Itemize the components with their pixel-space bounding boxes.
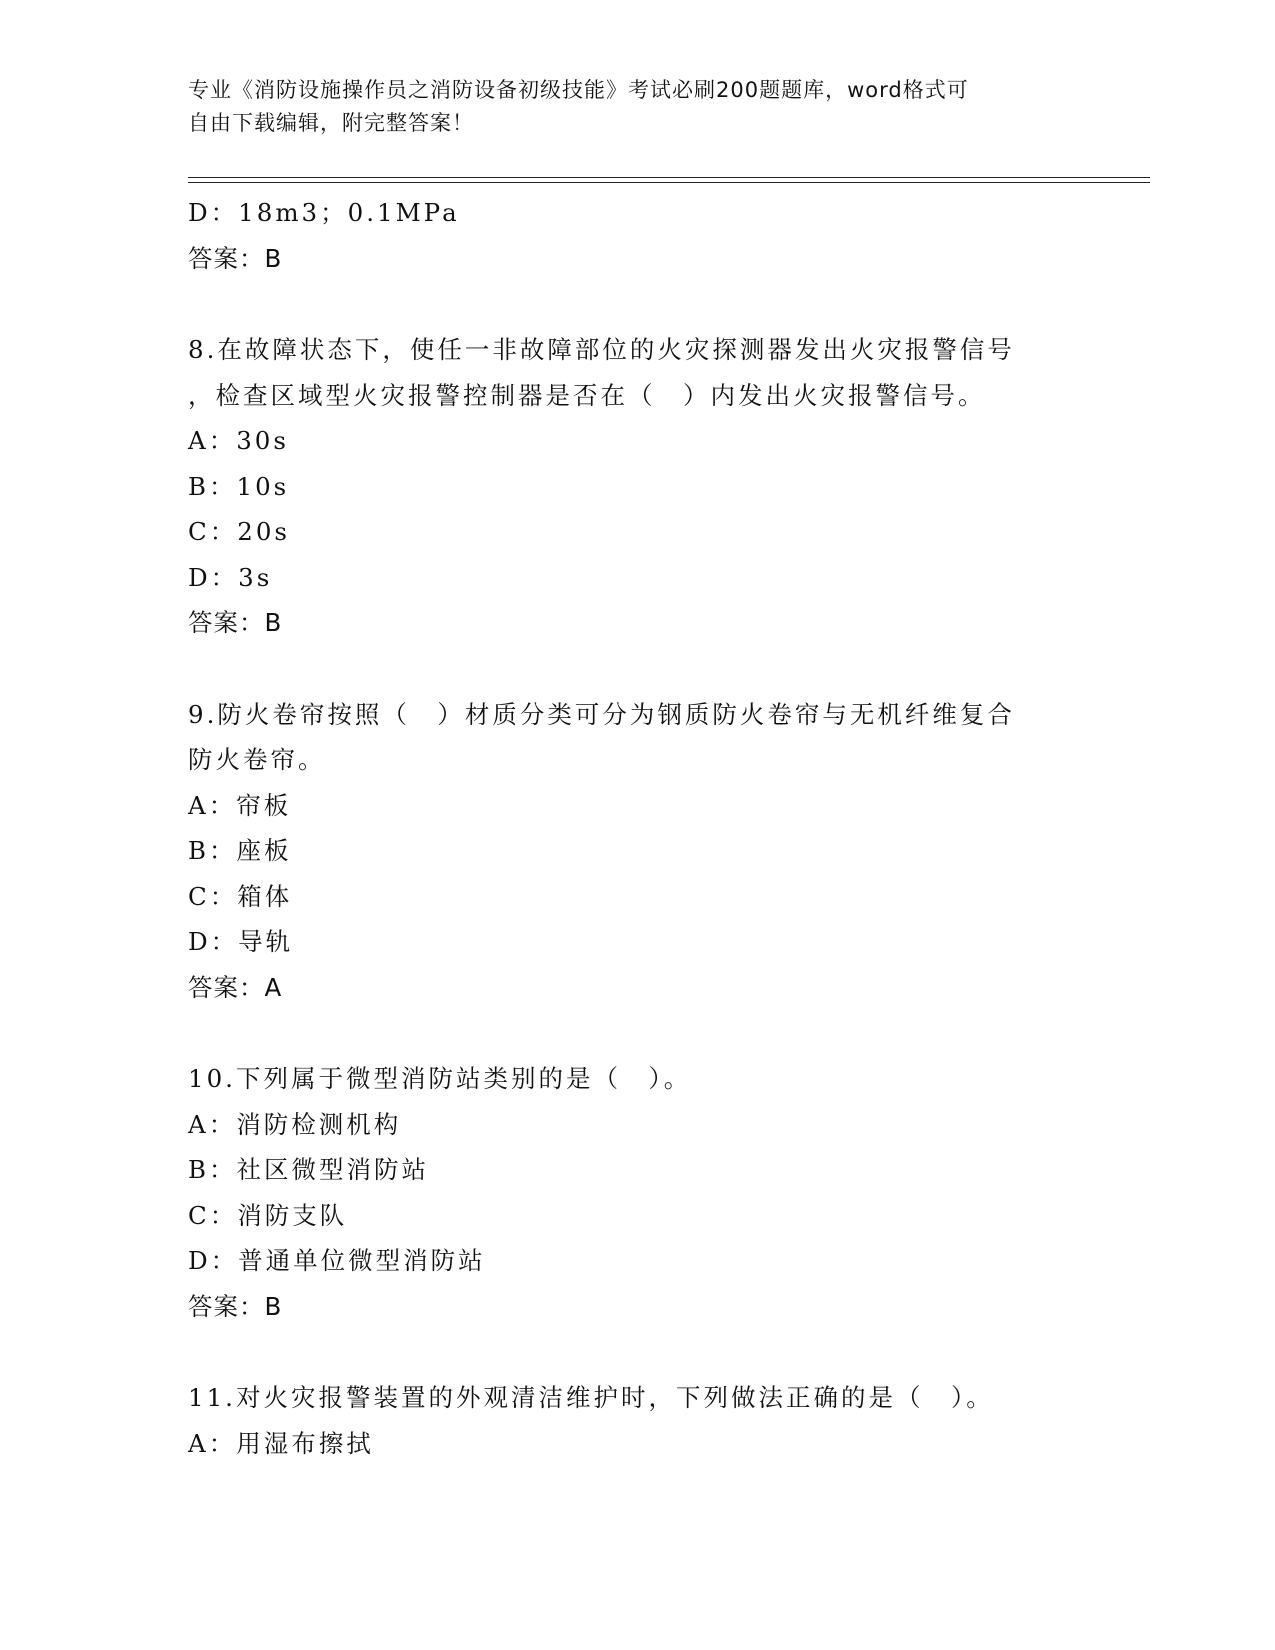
option-d: D：3s	[188, 562, 273, 592]
option-c: C：箱体	[188, 881, 293, 911]
header-divider-bottom	[188, 182, 1150, 183]
question-11	[188, 1375, 1088, 1466]
answer: 答案：B	[188, 243, 283, 273]
spacer	[188, 1010, 1088, 1056]
question-9	[188, 692, 1088, 1011]
answer: 答案：A	[188, 972, 283, 1002]
option-a: A：30s	[188, 426, 289, 455]
option-d: D：18m3；0.1MPa	[188, 198, 460, 227]
question-stem: 10.下列属于微型消防站类别的是（ ）。	[188, 1064, 692, 1093]
question-stem: 8.在故障状态下，使任一非故障部位的火灾探测器发出火灾报警信号	[188, 335, 1015, 364]
option-a: A：帘板	[188, 790, 292, 820]
spacer	[188, 1329, 1088, 1375]
answer: 答案：B	[188, 608, 283, 637]
answer: 答案：B	[188, 1291, 283, 1321]
question-stem: 11.对火灾报警装置的外观清洁维护时，下列做法正确的是（ ）。	[188, 1383, 994, 1412]
question-8	[188, 327, 1088, 646]
option-a: A：消防检测机构	[188, 1109, 402, 1139]
spacer	[188, 281, 1088, 327]
option-b: B：社区微型消防站	[188, 1155, 430, 1184]
option-d: D：普通单位微型消防站	[188, 1246, 486, 1275]
option-b: B：座板	[188, 836, 292, 865]
option-c: C：消防支队	[188, 1200, 348, 1230]
question-7-tail	[188, 190, 1088, 281]
question-10	[188, 1056, 1088, 1329]
header-line-2: 自由下载编辑，附完整答案！	[188, 111, 474, 135]
question-list	[188, 190, 1088, 1466]
document-header	[188, 74, 1088, 140]
spacer	[188, 646, 1088, 692]
header-line-1: 专业《消防设施操作员之消防设备初级技能》考试必刷200题题库，word格式可	[188, 78, 969, 102]
question-stem: 防火卷帘。	[188, 745, 326, 774]
option-d: D：导轨	[188, 927, 294, 956]
question-stem: ，检查区域型火灾报警控制器是否在（ ）内发出火灾报警信号。	[188, 380, 986, 410]
header-divider-top	[188, 177, 1150, 178]
question-stem: 9.防火卷帘按照（ ）材质分类可分为钢质防火卷帘与无机纤维复合	[188, 699, 1015, 729]
option-c: C：20s	[188, 517, 290, 546]
option-b: B：10s	[188, 471, 290, 501]
option-a: A：用湿布擦拭	[188, 1428, 374, 1458]
